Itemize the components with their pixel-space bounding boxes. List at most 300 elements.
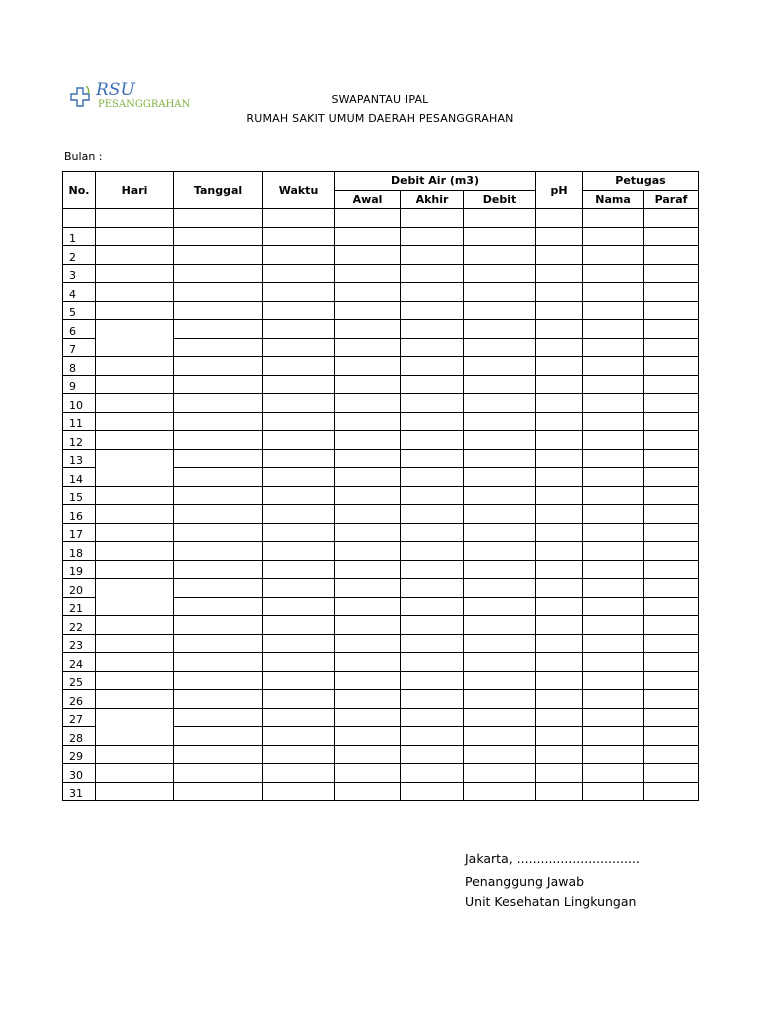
table-cell[interactable] (536, 597, 583, 616)
table-cell[interactable] (174, 283, 263, 302)
table-cell[interactable] (536, 782, 583, 801)
table-cell[interactable] (96, 782, 174, 801)
table-cell[interactable] (583, 671, 644, 690)
table-cell[interactable] (96, 653, 174, 672)
table-cell[interactable] (401, 431, 464, 450)
table-cell[interactable] (583, 468, 644, 487)
table-cell[interactable] (644, 357, 699, 376)
table-cell[interactable] (464, 449, 536, 468)
table-cell[interactable] (536, 523, 583, 542)
table-cell[interactable] (263, 357, 335, 376)
table-cell[interactable] (401, 782, 464, 801)
table-cell[interactable] (536, 708, 583, 727)
table-cell[interactable] (536, 412, 583, 431)
table-cell[interactable] (401, 412, 464, 431)
table-cell[interactable] (583, 320, 644, 339)
table-cell[interactable] (401, 357, 464, 376)
table-cell[interactable] (401, 209, 464, 228)
table-cell[interactable] (174, 597, 263, 616)
table-cell[interactable] (583, 264, 644, 283)
table-cell[interactable] (96, 209, 174, 228)
header-tanggal: Tanggal (174, 172, 263, 209)
table-cell[interactable] (335, 505, 401, 524)
table-cell[interactable] (96, 264, 174, 283)
table-cell[interactable] (174, 579, 263, 598)
table-cell[interactable] (464, 727, 536, 746)
table-cell[interactable] (263, 264, 335, 283)
table-cell[interactable] (263, 653, 335, 672)
table-cell[interactable] (536, 320, 583, 339)
table-cell[interactable] (583, 375, 644, 394)
table-cell[interactable] (644, 634, 699, 653)
table-cell[interactable] (644, 320, 699, 339)
table-row (63, 394, 699, 413)
table-cell[interactable] (464, 782, 536, 801)
table-cell[interactable] (583, 782, 644, 801)
table-cell[interactable] (536, 505, 583, 524)
table-cell[interactable] (96, 486, 174, 505)
table-cell[interactable] (96, 523, 174, 542)
table-cell[interactable] (401, 579, 464, 598)
table-cell[interactable] (583, 283, 644, 302)
table-cell[interactable] (335, 690, 401, 709)
table-cell[interactable] (335, 375, 401, 394)
table-cell[interactable] (263, 449, 335, 468)
table-cell[interactable] (401, 338, 464, 357)
table-cell[interactable] (263, 560, 335, 579)
table-cell[interactable] (335, 764, 401, 783)
table-cell[interactable] (401, 449, 464, 468)
table-cell[interactable] (644, 727, 699, 746)
bulan-label: Bulan : (64, 150, 103, 163)
table-cell[interactable] (401, 708, 464, 727)
table-cell[interactable] (174, 320, 263, 339)
table-cell[interactable] (583, 727, 644, 746)
table-cell[interactable] (583, 634, 644, 653)
table-cell[interactable] (583, 616, 644, 635)
table-cell[interactable] (644, 338, 699, 357)
table-cell[interactable] (401, 320, 464, 339)
table-cell[interactable] (335, 486, 401, 505)
table-cell[interactable] (96, 227, 174, 246)
table-cell[interactable] (644, 560, 699, 579)
table-cell[interactable] (263, 671, 335, 690)
table-cell[interactable] (583, 394, 644, 413)
row-number: 24 (63, 653, 96, 672)
table-cell[interactable] (174, 523, 263, 542)
table-cell[interactable] (335, 209, 401, 228)
table-cell[interactable] (263, 542, 335, 561)
table-cell[interactable] (335, 283, 401, 302)
table-cell[interactable] (464, 560, 536, 579)
table-cell[interactable] (335, 412, 401, 431)
table-cell[interactable] (96, 357, 174, 376)
table-cell[interactable] (464, 486, 536, 505)
table-cell[interactable] (583, 653, 644, 672)
table-cell[interactable] (401, 394, 464, 413)
table-cell[interactable] (174, 671, 263, 690)
table-cell[interactable] (536, 745, 583, 764)
table-cell[interactable] (263, 782, 335, 801)
table-cell[interactable] (644, 523, 699, 542)
header-paraf: Paraf (644, 190, 699, 209)
table-cell[interactable] (401, 634, 464, 653)
table-cell[interactable] (536, 209, 583, 228)
table-cell[interactable] (583, 542, 644, 561)
table-cell[interactable] (263, 320, 335, 339)
table-cell[interactable] (263, 597, 335, 616)
table-row (63, 209, 699, 228)
table-cell[interactable] (644, 542, 699, 561)
table-cell[interactable] (263, 227, 335, 246)
table-cell[interactable] (644, 264, 699, 283)
table-cell[interactable] (644, 209, 699, 228)
table-cell[interactable] (96, 616, 174, 635)
table-cell[interactable] (174, 301, 263, 320)
table-cell[interactable] (263, 375, 335, 394)
table-cell[interactable] (263, 209, 335, 228)
table-cell[interactable] (335, 227, 401, 246)
table-cell[interactable] (644, 579, 699, 598)
table-cell[interactable] (583, 412, 644, 431)
table-cell[interactable] (174, 653, 263, 672)
table-cell[interactable] (464, 264, 536, 283)
table-cell[interactable] (583, 246, 644, 265)
table-cell[interactable] (644, 301, 699, 320)
table-cell[interactable] (263, 431, 335, 450)
table-cell[interactable] (335, 449, 401, 468)
table-cell[interactable] (401, 468, 464, 487)
table-cell[interactable] (583, 708, 644, 727)
table-cell[interactable] (536, 375, 583, 394)
table-cell[interactable] (583, 301, 644, 320)
table-cell[interactable] (263, 616, 335, 635)
table-cell[interactable] (644, 597, 699, 616)
table-cell[interactable] (464, 209, 536, 228)
table-cell[interactable] (644, 486, 699, 505)
table-cell[interactable] (96, 246, 174, 265)
table-cell[interactable] (263, 468, 335, 487)
table-cell[interactable] (263, 745, 335, 764)
table-cell[interactable] (263, 505, 335, 524)
row-number: 27 (63, 708, 96, 727)
table-cell[interactable] (464, 246, 536, 265)
table-cell[interactable] (583, 579, 644, 598)
table-cell[interactable] (536, 449, 583, 468)
table-cell[interactable] (583, 745, 644, 764)
table-cell[interactable] (583, 486, 644, 505)
table-cell[interactable] (174, 264, 263, 283)
table-cell[interactable] (464, 690, 536, 709)
table-cell[interactable] (464, 357, 536, 376)
table-cell[interactable] (464, 653, 536, 672)
table-cell[interactable] (174, 209, 263, 228)
table-cell[interactable] (335, 320, 401, 339)
table-cell[interactable] (335, 727, 401, 746)
table-cell[interactable] (174, 412, 263, 431)
table-cell[interactable] (644, 745, 699, 764)
table-cell[interactable] (174, 338, 263, 357)
table-cell[interactable] (583, 597, 644, 616)
table-cell[interactable] (96, 320, 174, 357)
table-cell[interactable] (536, 634, 583, 653)
table-cell[interactable] (335, 634, 401, 653)
table-cell[interactable] (335, 394, 401, 413)
table-cell[interactable] (335, 745, 401, 764)
table-cell[interactable] (96, 708, 174, 745)
table-cell[interactable] (263, 727, 335, 746)
row-number: 6 (63, 320, 96, 339)
table-cell[interactable] (536, 338, 583, 357)
table-cell[interactable] (464, 542, 536, 561)
table-cell[interactable] (401, 227, 464, 246)
table-cell[interactable] (464, 227, 536, 246)
table-cell[interactable] (644, 671, 699, 690)
table-cell[interactable] (174, 431, 263, 450)
table-cell[interactable] (335, 468, 401, 487)
table-cell[interactable] (263, 579, 335, 598)
table-cell[interactable] (583, 338, 644, 357)
table-cell[interactable] (96, 431, 174, 450)
table-cell[interactable] (401, 264, 464, 283)
header-debit: Debit (464, 190, 536, 209)
table-cell[interactable] (174, 227, 263, 246)
table-cell[interactable] (583, 764, 644, 783)
table-cell[interactable] (464, 708, 536, 727)
table-cell[interactable] (401, 616, 464, 635)
table-cell[interactable] (464, 505, 536, 524)
table-cell[interactable] (464, 320, 536, 339)
table-cell[interactable] (401, 523, 464, 542)
table-cell[interactable] (263, 301, 335, 320)
table-cell[interactable] (335, 560, 401, 579)
table-cell[interactable] (96, 690, 174, 709)
table-cell[interactable] (536, 486, 583, 505)
table-cell[interactable] (335, 264, 401, 283)
signature-place-date: Jakarta, ............................... (465, 851, 640, 866)
table-cell[interactable] (174, 246, 263, 265)
table-cell[interactable] (536, 283, 583, 302)
table-cell[interactable] (644, 246, 699, 265)
table-cell[interactable] (174, 486, 263, 505)
table-cell[interactable] (263, 394, 335, 413)
table-cell[interactable] (644, 616, 699, 635)
table-cell[interactable] (96, 634, 174, 653)
table-cell[interactable] (401, 671, 464, 690)
row-number: 18 (63, 542, 96, 561)
table-cell[interactable] (644, 394, 699, 413)
table-cell[interactable] (536, 727, 583, 746)
table-cell[interactable] (263, 338, 335, 357)
table-cell[interactable] (335, 523, 401, 542)
table-cell[interactable] (644, 431, 699, 450)
table-cell[interactable] (644, 283, 699, 302)
table-cell[interactable] (464, 671, 536, 690)
table-cell[interactable] (401, 653, 464, 672)
table-cell[interactable] (174, 375, 263, 394)
table-cell[interactable] (96, 394, 174, 413)
table-cell[interactable] (174, 727, 263, 746)
table-cell[interactable] (583, 357, 644, 376)
table-cell[interactable] (644, 227, 699, 246)
table-cell[interactable] (263, 690, 335, 709)
table-cell[interactable] (401, 764, 464, 783)
table-cell[interactable] (96, 375, 174, 394)
table-cell[interactable] (174, 745, 263, 764)
table-cell[interactable] (401, 283, 464, 302)
table-cell[interactable] (583, 209, 644, 228)
table-cell[interactable] (174, 708, 263, 727)
table-cell[interactable] (263, 486, 335, 505)
table-cell[interactable] (174, 542, 263, 561)
table-cell[interactable] (96, 283, 174, 302)
table-cell[interactable] (335, 431, 401, 450)
table-cell[interactable] (536, 560, 583, 579)
table-cell[interactable] (174, 394, 263, 413)
table-cell[interactable] (401, 597, 464, 616)
table-cell[interactable] (644, 764, 699, 783)
table-cell[interactable] (401, 727, 464, 746)
table-cell[interactable] (536, 579, 583, 598)
table-cell[interactable] (96, 764, 174, 783)
table-cell[interactable] (96, 449, 174, 486)
table-cell[interactable] (536, 227, 583, 246)
table-cell[interactable] (335, 616, 401, 635)
table-cell[interactable] (174, 634, 263, 653)
table-cell[interactable] (583, 560, 644, 579)
table-cell[interactable] (644, 468, 699, 487)
table-cell[interactable] (644, 412, 699, 431)
table-cell[interactable] (644, 708, 699, 727)
table-cell[interactable] (96, 560, 174, 579)
row-number: 3 (63, 264, 96, 283)
table-cell[interactable] (335, 597, 401, 616)
table-cell[interactable] (96, 745, 174, 764)
table-cell[interactable] (536, 394, 583, 413)
table-cell[interactable] (335, 653, 401, 672)
table-cell[interactable] (464, 394, 536, 413)
table-cell[interactable] (536, 653, 583, 672)
table-cell[interactable] (536, 301, 583, 320)
table-cell[interactable] (96, 579, 174, 616)
table-cell[interactable] (401, 486, 464, 505)
table-cell[interactable] (536, 264, 583, 283)
table-cell[interactable] (464, 431, 536, 450)
table-cell[interactable] (96, 412, 174, 431)
table-cell[interactable] (401, 745, 464, 764)
table-cell[interactable] (96, 671, 174, 690)
table-cell[interactable] (263, 764, 335, 783)
table-cell[interactable] (464, 412, 536, 431)
table-cell[interactable] (335, 542, 401, 561)
header-debit-air: Debit Air (m3) (335, 172, 536, 191)
table-cell[interactable] (583, 227, 644, 246)
table-cell[interactable] (263, 634, 335, 653)
table-cell[interactable] (464, 283, 536, 302)
table-cell[interactable] (536, 671, 583, 690)
table-cell[interactable] (583, 523, 644, 542)
table-cell[interactable] (401, 301, 464, 320)
table-row (63, 690, 699, 709)
table-cell[interactable] (536, 690, 583, 709)
table-cell[interactable] (464, 523, 536, 542)
table-cell[interactable] (174, 505, 263, 524)
table-cell[interactable] (464, 579, 536, 598)
table-cell[interactable] (401, 505, 464, 524)
table-cell[interactable] (174, 690, 263, 709)
table-cell[interactable] (401, 560, 464, 579)
table-cell[interactable] (464, 764, 536, 783)
table-cell[interactable] (263, 412, 335, 431)
table-cell[interactable] (263, 708, 335, 727)
table-cell[interactable] (583, 449, 644, 468)
table-cell[interactable] (644, 375, 699, 394)
table-cell[interactable] (583, 690, 644, 709)
table-cell[interactable] (536, 246, 583, 265)
table-cell[interactable] (536, 431, 583, 450)
table-cell[interactable] (464, 375, 536, 394)
table-cell[interactable] (335, 782, 401, 801)
table-cell[interactable] (174, 764, 263, 783)
table-cell[interactable] (335, 579, 401, 598)
table-cell[interactable] (583, 431, 644, 450)
table-cell[interactable] (401, 690, 464, 709)
table-cell[interactable] (174, 616, 263, 635)
table-cell[interactable] (536, 616, 583, 635)
table-cell[interactable] (263, 283, 335, 302)
table-cell[interactable] (401, 375, 464, 394)
table-cell[interactable] (401, 246, 464, 265)
table-cell[interactable] (536, 468, 583, 487)
table-cell[interactable] (583, 505, 644, 524)
row-number: 13 (63, 449, 96, 468)
table-cell[interactable] (174, 560, 263, 579)
table-cell[interactable] (335, 338, 401, 357)
table-cell[interactable] (401, 542, 464, 561)
table-cell[interactable] (644, 505, 699, 524)
table-cell[interactable] (464, 745, 536, 764)
table-cell[interactable] (464, 301, 536, 320)
row-number: 25 (63, 671, 96, 690)
table-cell[interactable] (263, 246, 335, 265)
table-cell[interactable] (335, 301, 401, 320)
table-cell[interactable] (96, 301, 174, 320)
table-cell[interactable] (335, 246, 401, 265)
table-cell[interactable] (174, 782, 263, 801)
table-cell[interactable] (464, 597, 536, 616)
table-cell[interactable] (335, 708, 401, 727)
table-cell[interactable] (464, 468, 536, 487)
table-cell[interactable] (464, 634, 536, 653)
table-cell[interactable] (536, 542, 583, 561)
table-cell[interactable] (644, 449, 699, 468)
table-cell[interactable] (644, 782, 699, 801)
table-cell[interactable] (536, 764, 583, 783)
table-cell[interactable] (174, 357, 263, 376)
table-cell[interactable] (464, 338, 536, 357)
table-cell[interactable] (335, 357, 401, 376)
table-cell[interactable] (464, 616, 536, 635)
table-cell[interactable] (536, 357, 583, 376)
table-cell[interactable] (644, 690, 699, 709)
table-cell[interactable] (96, 542, 174, 561)
table-cell[interactable] (174, 449, 263, 468)
table-cell[interactable] (263, 523, 335, 542)
table-cell[interactable] (174, 468, 263, 487)
table-cell[interactable] (644, 653, 699, 672)
table-cell[interactable] (96, 505, 174, 524)
table-cell[interactable] (335, 671, 401, 690)
